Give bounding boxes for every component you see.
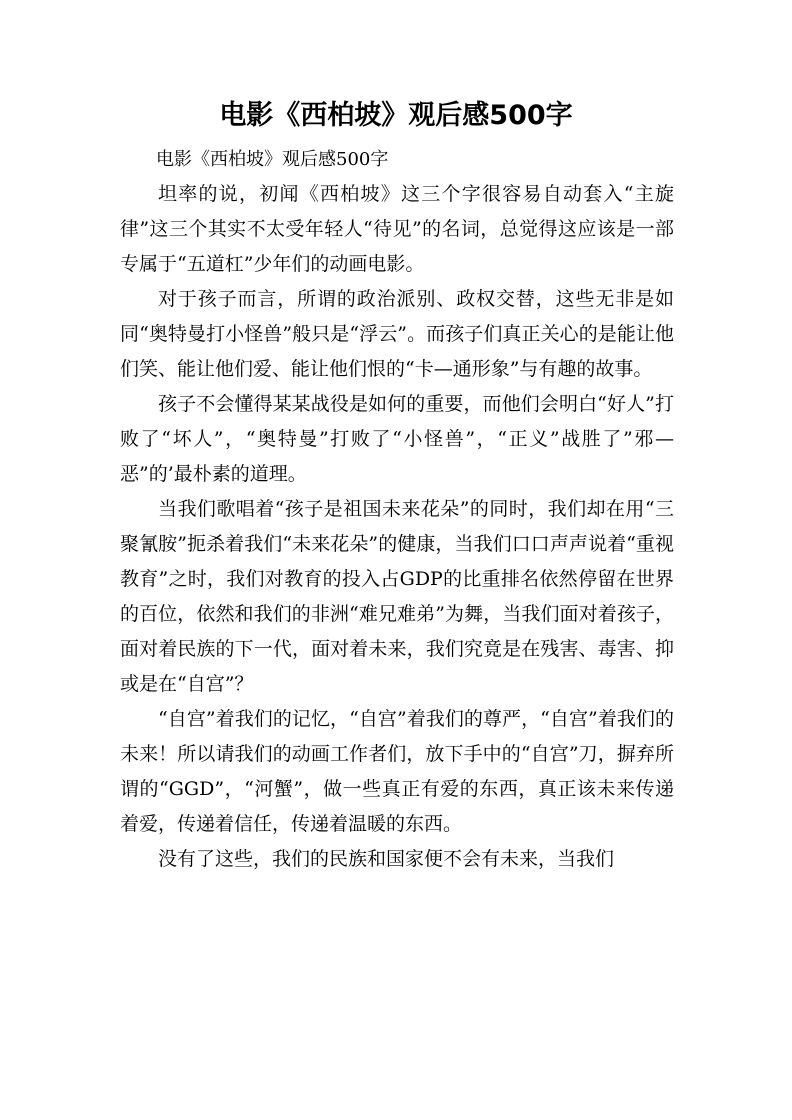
document-subtitle: 电影《西柏坡》观后感500字 xyxy=(156,149,389,170)
paragraph: 当我们歌唱着“孩子是祖国未来花朵”的同时，我们却在用“三聚氰胺”扼杀着我们“未来花朵”的健康，当我们口口声声说着“重视教育”之时，我们对教育的投入占GDP的比重排名依然停留在世界的百位，依然和我们的非洲“难兄难弟”为舞，当我们面对着孩子，面对着民族的下一代，面对着未来，我们究竟是在残害、毒害、抑或是在“自宫”？ xyxy=(120,498,674,695)
paragraph: “自宫”着我们的记忆，“自宫”着我们的尊严，“自宫”着我们的未来！所以请我们的动画工作者们，放下手中的“自宫”刀，摒弃所谓的“GGD”，“河蟹”，做一些真正有爱的东西，真正该未来传递着爱，传递着信任，传递着温暖的东西。 xyxy=(120,708,674,835)
paragraph: 没有了这些，我们的民族和国家便不会有未来，当我们 xyxy=(158,848,615,870)
document-title: 电影《西柏坡》观后感500字 xyxy=(219,100,573,131)
paragraph: 孩子不会懂得某某战役是如何的重要，而他们会明白“好人”打败了“坏人”，“奥特曼”打败了“小怪兽”，“正义”战胜了”邪—恶”的’最朴素的道理。 xyxy=(120,393,674,485)
paragraph: 坦率的说，初闻《西柏坡》这三个字很容易自动套入“主旋律”这三个其实不太受年轻人“待见”的名词，总觉得这应该是一部专属于“五道杠”少年们的动画电影。 xyxy=(120,183,674,275)
document-body xyxy=(120,142,674,877)
paragraph: 对于孩子而言，所谓的政治派别、政权交替，这些无非是如同“奥特曼打小怪兽”般只是“浮云”。而孩子们真正关心的是能让他们笑、能让他们爱、能让他们恨的“卡—通形象”与有趣的故事。 xyxy=(120,288,674,380)
